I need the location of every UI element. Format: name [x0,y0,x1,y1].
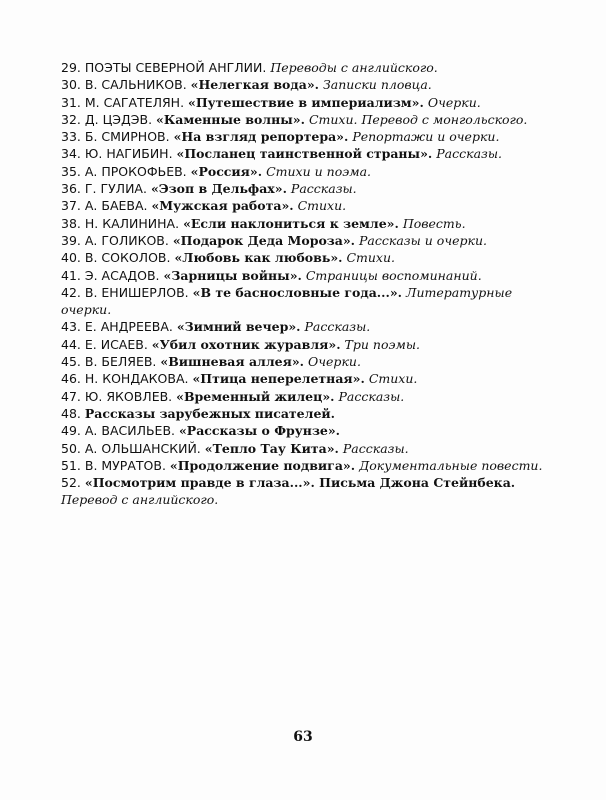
entry-author: ПОЭТЫ СЕВЕРНОЙ АНГЛИИ. [84,60,267,75]
entry-number: 36. [61,181,81,197]
entry-title: «В те баснословные года...». [192,284,403,300]
entry-genre: Стихи. [368,371,418,387]
entry-genre: Стихи. [297,198,347,214]
entry-number: 39. [61,232,81,248]
entry-author: В. САЛЬНИКОВ. [84,77,187,93]
entry-title: «Убил охотник журавля». [151,336,341,352]
entry-genre: Репортажи и очерки. [352,129,500,145]
entry-number: 51. [61,457,81,473]
list-item [61,215,561,232]
entry-title: Рассказы зарубежных писателей. [84,405,336,421]
entry-genre: Стихи. [346,250,396,266]
list-item [61,197,561,214]
entry-genre: Стихи. Перевод с монгольского. [308,111,528,127]
entry-number: 29. [61,60,81,75]
entry-genre: Записки пловца. [322,77,432,93]
entry-genre: Рассказы. [290,181,357,197]
entry-genre: Страницы воспоминаний. [305,267,482,283]
page-number: 63 [293,729,313,745]
entry-title: «Эзоп в Дельфах». [150,181,287,197]
entry-title: «Посланец таинственной страны». [176,146,433,162]
entry-author: Э. АСАДОВ. [84,267,160,283]
entry-title: «Зимний вечер». [176,319,301,335]
entry-number: 48. [61,405,81,421]
entry-genre: Рассказы. [342,440,409,456]
entry-genre: Литературные очерки. [61,284,513,318]
entry-title: «Россия». [190,163,263,179]
entry-title: «Зарницы войны». [163,267,302,283]
entry-author: Г. ГУЛИА. [84,181,147,197]
list-item [61,336,561,353]
entry-author: В. БЕЛЯЕВ. [84,354,157,370]
list-item [61,94,561,111]
entry-title: «Путешествие в империализм». [188,94,424,110]
list-item [61,422,561,439]
entry-title: «Тепло Тау Кита». [204,440,339,456]
entry-genre: Три поэмы. [344,336,420,352]
entry-author: В. ЕНИШЕРЛОВ. [84,284,189,300]
list-item [61,405,561,422]
entry-genre: Повесть. [402,215,466,231]
list-item [61,457,561,474]
entry-author: Е. АНДРЕЕВА. [84,319,173,335]
entry-genre: Рассказы. [436,146,503,162]
entry-author: М. САГАТЕЛЯН. [84,94,185,110]
entry-author: А. ПРОКОФЬЕВ. [84,163,187,179]
entry-number: 52. [61,475,81,491]
list-item [61,267,561,284]
entry-number: 42. [61,284,81,300]
entry-number: 31. [61,94,81,110]
list-item [61,249,561,266]
list-item [61,128,561,145]
entry-number: 45. [61,354,81,370]
list-item [61,145,561,162]
entry-number: 43. [61,319,81,335]
entry-author: Н. КОНДАКОВА. [84,371,189,387]
entry-genre: Переводы с английского. [270,60,438,75]
list-item [61,388,561,405]
list-item [61,353,561,370]
entry-genre: Рассказы. [304,319,371,335]
entry-number: 30. [61,77,81,93]
entry-number: 34. [61,146,81,162]
entry-genre: Очерки. [427,94,481,110]
entry-author: Ю. НАГИБИН. [84,146,173,162]
entry-number: 32. [61,111,81,127]
list-item [61,180,561,197]
entry-title: «Любовь как любовь». [174,250,343,266]
entry-author: В. СОКОЛОВ. [84,250,171,266]
list-item [61,284,561,319]
entry-title: «На взгляд репортера». [173,129,349,145]
entry-number: 44. [61,336,81,352]
entry-title: «Мужская работа». [151,198,294,214]
entry-author: А. ГОЛИКОВ. [84,232,169,248]
entry-number: 47. [61,388,81,404]
list-item [61,232,561,249]
publication-list [61,59,561,509]
list-item [61,111,561,128]
entry-title: «Каменные волны». [156,111,305,127]
list-item [61,318,561,335]
entry-genre: Рассказы. [338,388,405,404]
entry-number: 38. [61,215,81,231]
entry-title: «Птица неперелетная». [192,371,365,387]
entry-author: В. МУРАТОВ. [84,457,166,473]
entry-author: Е. ИСАЕВ. [84,336,148,352]
list-item [61,76,561,93]
entry-genre: Перевод с английского. [61,492,219,508]
entry-title: «Временный жилец». [176,388,335,404]
entry-genre: Очерки. [308,354,361,370]
entry-author: А. ВАСИЛЬЕВ. [84,423,175,439]
entry-title: «Посмотрим правде в глаза...». Письма Джона Стейнбека. [84,475,516,491]
entry-title: «Продолжение подвига». [169,457,356,473]
entry-number: 41. [61,267,81,283]
entry-number: 50. [61,440,81,456]
list-item [61,370,561,387]
entry-number: 46. [61,371,81,387]
entry-author: Ю. ЯКОВЛЕВ. [84,388,173,404]
entry-author: Д. ЦЭДЭВ. [84,111,153,127]
list-item [61,440,561,457]
entry-author: А. БАЕВА. [84,198,148,214]
entry-title: «Нелегкая вода». [190,77,319,93]
entry-number: 40. [61,250,81,266]
list-item [61,474,561,509]
list-item [61,59,561,76]
entry-title: «Подарок Деда Мороза». [172,232,356,248]
entry-genre: Рассказы и очерки. [359,232,487,248]
entry-number: 35. [61,163,81,179]
entry-author: А. ОЛЬШАНСКИЙ. [84,440,201,456]
entry-title: «Вишневая аллея». [160,354,305,370]
list-item [61,163,561,180]
entry-title: «Рассказы о Фрунзе». [178,423,341,439]
entry-number: 49. [61,423,81,439]
entry-genre: Стихи и поэма. [266,163,372,179]
entry-title: «Если наклониться к земле». [183,215,399,231]
entry-author: Н. КАЛИНИНА. [84,215,180,231]
entry-number: 37. [61,198,81,214]
entry-number: 33. [61,129,81,145]
entry-author: Б. СМИРНОВ. [84,129,170,145]
entry-genre: Документальные повести. [359,457,543,473]
